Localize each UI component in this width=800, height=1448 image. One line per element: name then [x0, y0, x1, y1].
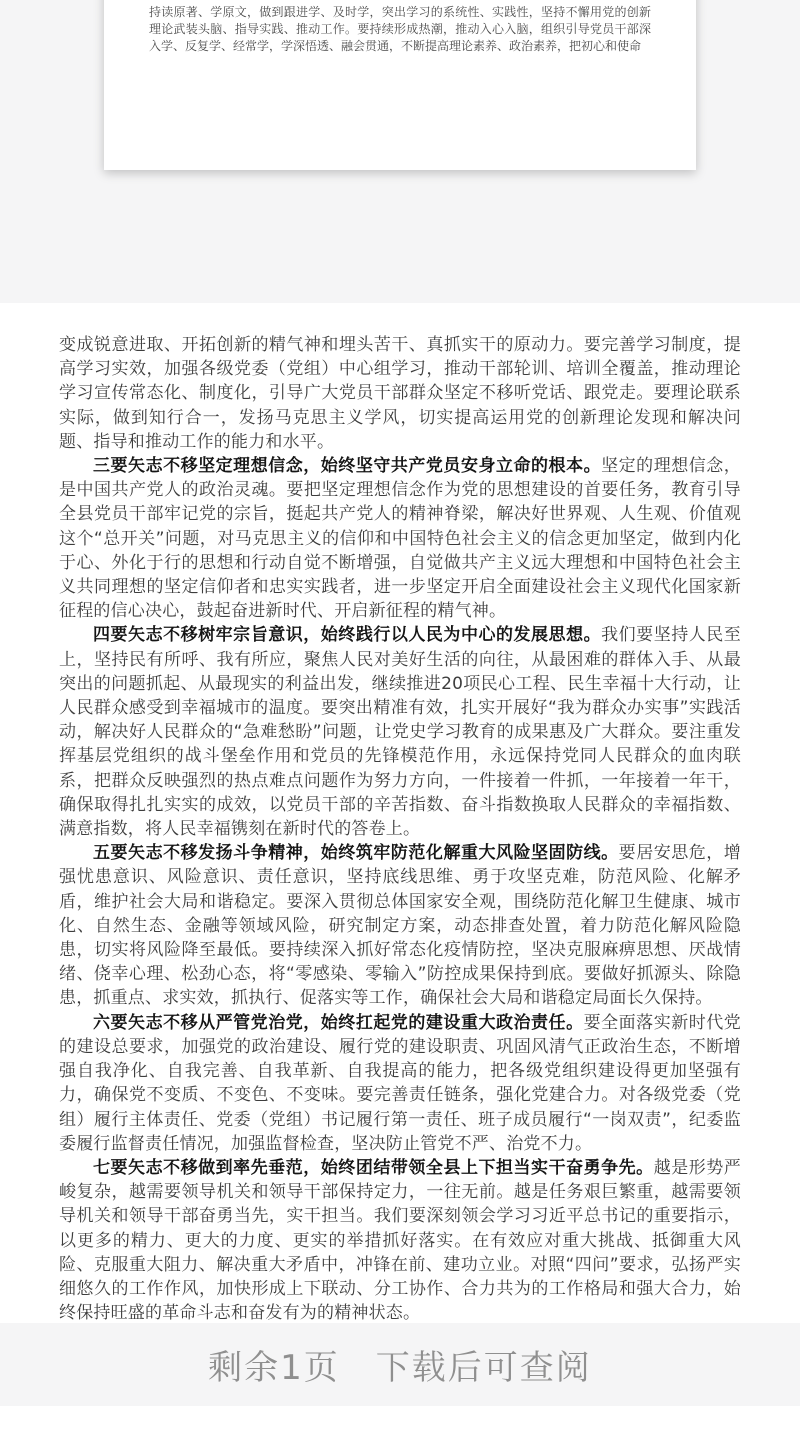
paragraph-text: 越是形势严峻复杂，越需要领导机关和领导干部保持定力，一往无前。越是任务艰巨繁重，越需要领导机关和领导干部奋勇当先，实干担当。我们要深刻领会学习习近平总书记的重要指示，以更多的精力、更大的力度、更实的举措抓好落实。在有效应对重大挑战、抵御重大风险、克服重大阻力、解决重大矛盾中，冲锋在前、建功立业。对照“四问”要求，弘扬严实细悠久的工作作风，加快形成上下联动、分工协作、合力共为的工作格局和强大合力，始终保持旺盛的革命斗志和奋发有为的精神状态。: [59, 1157, 742, 1323]
paragraph-lead: 三要矢志不移坚定理想信念，始终坚守共产党员安身立命的根本。: [93, 456, 602, 477]
paragraph-text: 坚定的理想信念，是中国共产党人的政治灵魂。要把坚定理想信念作为党的思想建设的首要任务，教育引导全县党员干部牢记党的宗旨，挺起共产党人的精神脊梁，解决好世界观、人生观、价值观这个“总开关”问题，对马克思主义的信仰和中国特色社会主义的信念更加坚定，做到内化于心、外化于行的思想和行动自觉不断增强，自觉做共产主义远大理想和中国特色社会主义共同理想的坚定信仰者和忠实实践者，进一步坚定开启全面建设社会主义现代化国家新征程的信心决心，鼓起奋进新时代、开启新征程的精气神。: [59, 456, 741, 622]
page-2-card: [0, 303, 800, 1323]
paragraph-text: 变成锐意进取、开拓创新的精气神和埋头苦干、真抓实干的原动力。要完善学习制度，提高学习实效，加强各级党委（党组）中心组学习，推动干部轮训、培训全覆盖，推动理论学习宣传常态化、制度化，引导广大党员干部群众坚定不移听党话、跟党走。要理论联系实际，做到知行合一，发扬马克思主义学风，切实提高运用党的创新理论发现和解决问题、指导和推动工作的能力和水平。: [59, 335, 741, 452]
paragraph-lead: 七要矢志不移做到率先垂范，始终团结带领全县上下担当实干奋勇争先。: [93, 1157, 654, 1178]
paragraph-point-6: [59, 1011, 741, 1156]
paragraph-lead: 四要矢志不移树牢宗旨意识，始终践行以人民为中心的发展思想。: [93, 625, 602, 646]
paragraph-point-3: [59, 454, 741, 623]
paragraph-text: 要全面落实新时代党的建设总要求，加强党的政治建设、履行党的建设职责、巩固风清气正政治生态，不断增强自我净化、自我完善、自我革新、自我提高的能力，把各级党组织建设得更加坚强有力，确保党不变质、不变色、不变味。要完善责任链条，强化党建合力。对各级党委（党组）履行主体责任、党委（党组）书记履行第一责任、班子成员履行“一岗双责”，纪委监委履行监督责任情况，加强监督检查，坚决防止管党不严、治党不力。: [59, 1012, 741, 1154]
paragraph-point-7: [59, 1156, 741, 1323]
paragraph-text: 我们要坚持人民至上，坚持民有所呼、我有所应，聚焦人民对美好生活的向往，从最困难的群体入手、从最突出的问题抓起、从最现实的利益出发，继续推进20项民心工程、民生幸福十大行动，让人民群众感受到幸福城市的温度。要突出精准有效，扎实开展好“我为群众办实事”实践活动，解决好人民群众的“急难愁盼”问题，让党史学习教育的成果惠及广大群众。要注重发挥基层党组织的战斗堡垒作用和党员的先锋模范作用，永远保持党同人民群众的血肉联系，把群众反映强烈的热点难点问题作为努力方向，一件接着一件抓，一年接着一年干，确保取得扎扎实实的成效，以党员干部的辛苦指数、奋斗指数换取人民群众的幸福指数、满意指数，将人民幸福镌刻在新时代的答卷上。: [59, 625, 741, 840]
paragraph-point-5: [59, 841, 741, 1010]
remaining-pages-text: 剩余1页 下载后可查阅: [208, 1348, 592, 1388]
page-1-card: [104, 0, 696, 170]
page-1-text: 持读原著、学原文，做到跟进学、及时学，突出学习的系统性、实践性，坚持不懈用党的创新理论武装头脑、指导实践、推动工作。要持续形成热潮，推动入心入脑，组织引导党员干部深入学、反复学、经常学，学深悟透、融会贯通，不断提高理论素养、政治素养，把初心和使命: [149, 5, 651, 53]
paragraph-point-4: [59, 623, 741, 841]
paragraph-text: 要居安思危，增强忧患意识、风险意识、责任意识，坚持底线思维、勇于攻坚克难，防范风险、化解矛盾，维护社会大局和谐稳定。要深入贯彻总体国家安全观，围绕防范化解卫生健康、城市化、自然生态、金融等领域风险，研究制定方案，动态排查处置，着力防范化解风险隐患，切实将风险降至最低。要持续深入抓好常态化疫情防控，坚决克服麻痹思想、厌战情绪、侥幸心理、松劲心态，将“零感染、零输入”防控成果保持到底。要做好抓源头、除隐患，抓重点、求实效，抓执行、促落实等工作，确保社会大局和谐稳定局面长久保持。: [59, 843, 742, 1009]
paragraph-continuation: [59, 333, 741, 454]
remaining-pages-bar: [0, 1323, 800, 1406]
page-bottom-spacer: [0, 1406, 800, 1448]
paragraph-lead: 五要矢志不移发扬斗争精神，始终筑牢防范化解重大风险坚固防线。: [93, 843, 619, 864]
paragraph-lead: 六要矢志不移从严管党治党，始终扛起党的建设重大政治责任。: [93, 1012, 584, 1033]
